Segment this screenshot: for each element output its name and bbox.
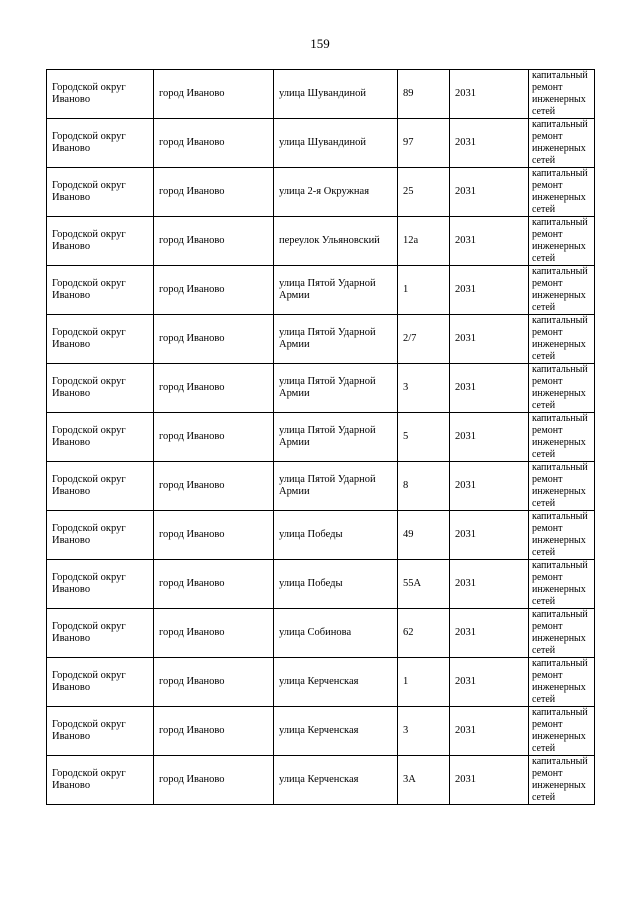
work-type-cell: капитальный ремонт инженерных сетей — [529, 119, 595, 168]
table-row — [47, 364, 595, 413]
year-cell: 2031 — [450, 560, 529, 609]
work-type-cell: капитальный ремонт инженерных сетей — [529, 511, 595, 560]
table-row — [47, 315, 595, 364]
table-row — [47, 609, 595, 658]
year-cell: 2031 — [450, 364, 529, 413]
work-type-cell: капитальный ремонт инженерных сетей — [529, 217, 595, 266]
district-cell: Городской округ Иваново — [47, 560, 154, 609]
housing-repair-table — [46, 69, 595, 805]
street-cell: улица Победы — [274, 560, 398, 609]
work-type-cell: капитальный ремонт инженерных сетей — [529, 756, 595, 805]
district-cell: Городской округ Иваново — [47, 266, 154, 315]
work-type-cell: капитальный ремонт инженерных сетей — [529, 364, 595, 413]
house-number-cell: 62 — [398, 609, 450, 658]
work-type-cell: капитальный ремонт инженерных сетей — [529, 462, 595, 511]
district-cell: Городской округ Иваново — [47, 609, 154, 658]
year-cell: 2031 — [450, 658, 529, 707]
table-row — [47, 168, 595, 217]
table-body — [47, 70, 595, 805]
house-number-cell: 3А — [398, 756, 450, 805]
work-type-cell: капитальный ремонт инженерных сетей — [529, 70, 595, 119]
table-row — [47, 119, 595, 168]
table-row — [47, 756, 595, 805]
district-cell: Городской округ Иваново — [47, 413, 154, 462]
district-cell: Городской округ Иваново — [47, 658, 154, 707]
locality-cell: город Иваново — [154, 462, 274, 511]
district-cell: Городской округ Иваново — [47, 119, 154, 168]
year-cell: 2031 — [450, 413, 529, 462]
district-cell: Городской округ Иваново — [47, 315, 154, 364]
street-cell: улица Пятой Ударной Армии — [274, 315, 398, 364]
locality-cell: город Иваново — [154, 707, 274, 756]
district-cell: Городской округ Иваново — [47, 462, 154, 511]
street-cell: улица Пятой Ударной Армии — [274, 462, 398, 511]
table-row — [47, 462, 595, 511]
house-number-cell: 89 — [398, 70, 450, 119]
year-cell: 2031 — [450, 168, 529, 217]
page-number: 159 — [310, 36, 330, 51]
table-row — [47, 413, 595, 462]
locality-cell: город Иваново — [154, 266, 274, 315]
table-row — [47, 70, 595, 119]
street-cell: улица 2-я Окружная — [274, 168, 398, 217]
locality-cell: город Иваново — [154, 364, 274, 413]
year-cell: 2031 — [450, 315, 529, 364]
street-cell: улица Пятой Ударной Армии — [274, 413, 398, 462]
locality-cell: город Иваново — [154, 413, 274, 462]
year-cell: 2031 — [450, 217, 529, 266]
street-cell: улица Керченская — [274, 658, 398, 707]
table-row — [47, 266, 595, 315]
work-type-cell: капитальный ремонт инженерных сетей — [529, 266, 595, 315]
house-number-cell: 12а — [398, 217, 450, 266]
table-row — [47, 658, 595, 707]
house-number-cell: 3 — [398, 707, 450, 756]
house-number-cell: 1 — [398, 658, 450, 707]
table-row — [47, 217, 595, 266]
year-cell: 2031 — [450, 511, 529, 560]
street-cell: улица Собинова — [274, 609, 398, 658]
house-number-cell: 1 — [398, 266, 450, 315]
year-cell: 2031 — [450, 462, 529, 511]
house-number-cell: 2/7 — [398, 315, 450, 364]
street-cell: переулок Ульяновский — [274, 217, 398, 266]
street-cell: улица Шувандиной — [274, 70, 398, 119]
district-cell: Городской округ Иваново — [47, 707, 154, 756]
district-cell: Городской округ Иваново — [47, 217, 154, 266]
locality-cell: город Иваново — [154, 609, 274, 658]
street-cell: улица Шувандиной — [274, 119, 398, 168]
house-number-cell: 5 — [398, 413, 450, 462]
district-cell: Городской округ Иваново — [47, 364, 154, 413]
house-number-cell: 25 — [398, 168, 450, 217]
year-cell: 2031 — [450, 707, 529, 756]
table-row — [47, 511, 595, 560]
house-number-cell: 97 — [398, 119, 450, 168]
street-cell: улица Керченская — [274, 707, 398, 756]
year-cell: 2031 — [450, 70, 529, 119]
work-type-cell: капитальный ремонт инженерных сетей — [529, 707, 595, 756]
work-type-cell: капитальный ремонт инженерных сетей — [529, 168, 595, 217]
locality-cell: город Иваново — [154, 70, 274, 119]
year-cell: 2031 — [450, 119, 529, 168]
table-row — [47, 707, 595, 756]
district-cell: Городской округ Иваново — [47, 511, 154, 560]
street-cell: улица Пятой Ударной Армии — [274, 266, 398, 315]
locality-cell: город Иваново — [154, 315, 274, 364]
year-cell: 2031 — [450, 609, 529, 658]
year-cell: 2031 — [450, 756, 529, 805]
work-type-cell: капитальный ремонт инженерных сетей — [529, 413, 595, 462]
locality-cell: город Иваново — [154, 560, 274, 609]
locality-cell: город Иваново — [154, 511, 274, 560]
work-type-cell: капитальный ремонт инженерных сетей — [529, 315, 595, 364]
house-number-cell: 8 — [398, 462, 450, 511]
year-cell: 2031 — [450, 266, 529, 315]
locality-cell: город Иваново — [154, 217, 274, 266]
district-cell: Городской округ Иваново — [47, 70, 154, 119]
table-row — [47, 560, 595, 609]
work-type-cell: капитальный ремонт инженерных сетей — [529, 658, 595, 707]
district-cell: Городской округ Иваново — [47, 168, 154, 217]
locality-cell: город Иваново — [154, 119, 274, 168]
house-number-cell: 49 — [398, 511, 450, 560]
locality-cell: город Иваново — [154, 168, 274, 217]
street-cell: улица Победы — [274, 511, 398, 560]
work-type-cell: капитальный ремонт инженерных сетей — [529, 609, 595, 658]
street-cell: улица Керченская — [274, 756, 398, 805]
street-cell: улица Пятой Ударной Армии — [274, 364, 398, 413]
house-number-cell: 55А — [398, 560, 450, 609]
house-number-cell: 3 — [398, 364, 450, 413]
locality-cell: город Иваново — [154, 756, 274, 805]
district-cell: Городской округ Иваново — [47, 756, 154, 805]
locality-cell: город Иваново — [154, 658, 274, 707]
work-type-cell: капитальный ремонт инженерных сетей — [529, 560, 595, 609]
